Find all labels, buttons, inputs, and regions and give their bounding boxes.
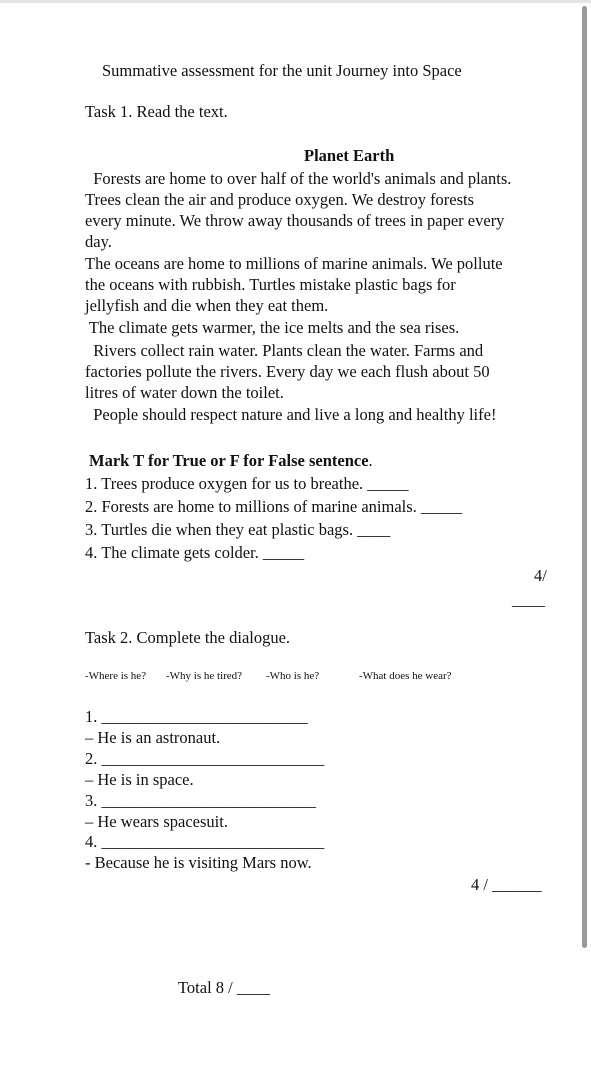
top-border xyxy=(0,0,591,3)
dialogue-blank: 2. ___________________________ xyxy=(85,749,325,768)
dialogue-blank: 4. ___________________________ xyxy=(85,832,325,851)
text-line: the oceans with rubbish. Turtles mistake plastic bags for xyxy=(85,275,456,294)
text-line: day. xyxy=(85,232,112,251)
text-line: Trees clean the air and produce oxygen. We destroy forests xyxy=(85,190,475,209)
mark-heading-period: . xyxy=(368,451,373,470)
option-what: -What does he wear? xyxy=(359,670,452,682)
text-line: The climate gets warmer, the ice melts and the sea rises. xyxy=(85,318,460,337)
task2-score: 4 / ______ xyxy=(471,875,542,894)
question-item: 2. Forests are home to millions of marine animals. _____ xyxy=(85,497,463,516)
option-why: -Why is he tired? xyxy=(166,670,243,682)
mark-heading xyxy=(89,450,373,471)
dialogue-blank: 1. _________________________ xyxy=(85,707,308,726)
text-line: The oceans are home to millions of marine animals. We pollute xyxy=(85,254,503,273)
question-item: 4. The climate gets colder. _____ xyxy=(85,543,305,562)
text-line: jellyfish and die when they eat them. xyxy=(85,296,329,315)
task1-score: 4/ xyxy=(534,566,547,585)
task2-instruction: Task 2. Complete the dialogue. xyxy=(85,628,291,647)
text-title: Planet Earth xyxy=(304,146,395,165)
dialogue-blank: 3. __________________________ xyxy=(85,791,316,810)
question-item: 1. Trees produce oxygen for us to breathe. _____ xyxy=(85,474,409,493)
total-score: Total 8 / ____ xyxy=(178,978,270,997)
mark-heading-text: Mark T for True or F for False sentence xyxy=(89,451,369,470)
text-line: People should respect nature and live a long and healthy life! xyxy=(85,405,497,424)
question-item: 3. Turtles die when they eat plastic bags. ____ xyxy=(85,520,391,539)
option-who: -Who is he? xyxy=(266,670,320,682)
text-line: Forests are home to over half of the world's animals and plants. xyxy=(85,169,512,188)
dialogue-answer: - Because he is visiting Mars now. xyxy=(85,853,312,872)
dialogue-answer: – He is an astronaut. xyxy=(85,728,221,747)
task1-instruction: Task 1. Read the text. xyxy=(85,102,228,121)
text-line: every minute. We throw away thousands of trees in paper every xyxy=(85,211,505,230)
option-where: -Where is he? xyxy=(85,670,147,682)
scrollbar[interactable] xyxy=(582,6,587,948)
dialogue-answer: – He is in space. xyxy=(85,770,194,789)
text-line: Rivers collect rain water. Plants clean the water. Farms and xyxy=(85,341,484,360)
text-line: litres of water down the toilet. xyxy=(85,383,284,402)
text-line: factories pollute the rivers. Every day we each flush about 50 xyxy=(85,362,490,381)
task1-score-line: ____ xyxy=(512,590,545,609)
dialogue-answer: – He wears spacesuit. xyxy=(85,812,228,831)
assessment-header: Summative assessment for the unit Journey into Space xyxy=(102,61,462,80)
